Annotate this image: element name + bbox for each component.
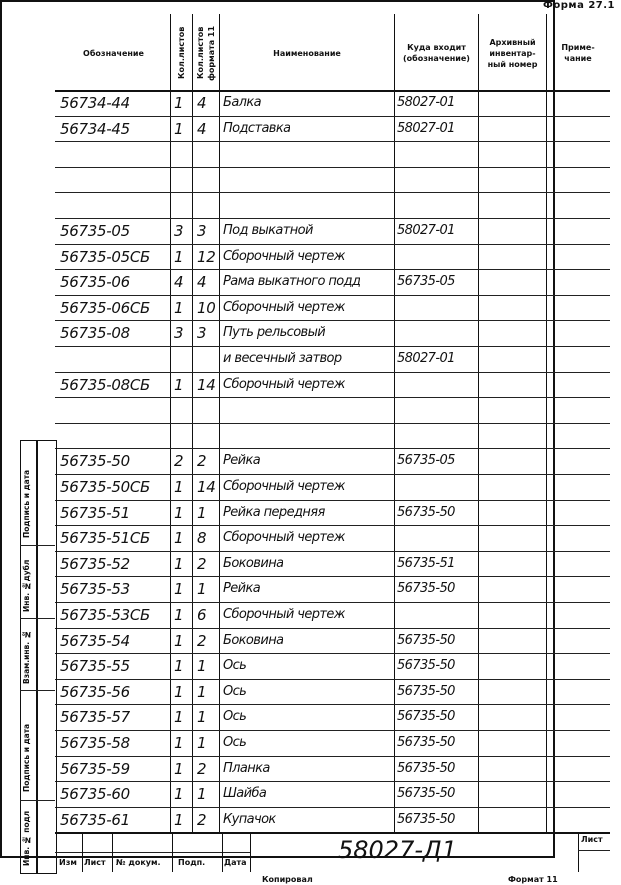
row-sheets: 1 [174, 708, 184, 727]
row-line [55, 295, 610, 296]
row-used-in: 56735-50 [397, 683, 455, 699]
side-label-orig-inv: Инв. № подл [22, 810, 31, 866]
stamp-divider [578, 832, 579, 872]
row-sheets: 1 [174, 785, 184, 804]
row-line [55, 346, 610, 347]
stamp-col-signature: Подп. [178, 858, 206, 867]
stamp-divider [578, 850, 610, 851]
row-sheets: 1 [174, 580, 184, 599]
row-name: Сборочный чертеж [223, 376, 345, 392]
row-format: 12 [197, 247, 216, 266]
row-designation: 56734-45 [60, 119, 130, 138]
row-name: Ось [223, 683, 247, 699]
row-format: 2 [197, 759, 207, 778]
row-line [55, 730, 610, 731]
side-divider [20, 800, 55, 801]
row-sheets: 1 [174, 554, 184, 573]
row-line [55, 372, 610, 373]
row-sheets: 4 [174, 273, 184, 292]
row-designation: 56735-05 [60, 222, 130, 240]
row-line [55, 500, 610, 501]
row-designation: 56735-52 [60, 554, 130, 573]
header-used-in: Куда входит (обозначение) [403, 43, 470, 63]
row-name: Шайба [223, 786, 267, 802]
stamp-col-date: Дата [224, 858, 247, 867]
row-format: 1 [197, 580, 207, 599]
row-designation: 56735-56 [60, 682, 130, 701]
row-name: и весечный затвор [223, 351, 342, 366]
row-used-in: 56735-50 [397, 811, 455, 827]
side-label-dup-inv: Инв. №дубл [22, 559, 31, 612]
form-number: Форма 27.1 [542, 0, 615, 11]
row-format: 2 [197, 810, 207, 829]
row-sheets: 3 [174, 222, 184, 240]
row-line [55, 653, 610, 654]
stamp-mid-line [55, 852, 250, 853]
row-designation: 56735-08СБ [60, 375, 150, 394]
row-sheets: 1 [174, 529, 184, 548]
row-line [55, 192, 610, 193]
row-designation: 56735-57 [60, 708, 130, 727]
row-used-in: 58027-01 [397, 351, 455, 366]
row-sheets: 1 [174, 503, 184, 522]
row-used-in: 56735-50 [397, 786, 455, 802]
stamp-sheet-label: Лист [581, 835, 603, 844]
row-name: Рейка [223, 581, 261, 597]
row-sheets: 1 [174, 478, 184, 496]
row-format: 1 [197, 734, 207, 752]
side-label-sign-date-2: Подпись и дата [22, 723, 31, 792]
row-sheets: 1 [174, 247, 184, 266]
row-designation: 56735-06 [60, 273, 130, 292]
header-sheets-format: Кол.листов формата 11 [196, 25, 216, 81]
row-sheets: 2 [174, 452, 184, 471]
row-sheets: 1 [174, 94, 184, 112]
row-line [55, 167, 610, 168]
row-name: Сборочный чертеж [223, 607, 345, 622]
row-designation: 56734-44 [60, 94, 130, 112]
row-line [55, 423, 610, 424]
row-format: 1 [197, 682, 207, 701]
row-used-in: 58027-01 [397, 95, 455, 110]
row-designation: 56735-60 [60, 785, 130, 804]
row-format: 8 [197, 529, 207, 548]
row-format: 3 [197, 324, 207, 343]
row-format: 10 [197, 298, 216, 317]
row-designation: 56735-50 [60, 452, 130, 471]
row-used-in: 56735-50 [397, 735, 455, 750]
row-name: Путь рельсовый [223, 325, 326, 341]
copied-by-label: Копировал [262, 875, 313, 884]
row-designation: 56735-08 [60, 324, 130, 343]
row-line [55, 90, 610, 92]
row-name: Сборочный чертеж [223, 479, 345, 494]
row-designation: 56735-53СБ [60, 606, 150, 624]
row-used-in: 56735-50 [397, 760, 455, 776]
row-designation: 56735-51СБ [60, 529, 150, 548]
row-format: 1 [197, 785, 207, 804]
row-format: 4 [197, 273, 207, 292]
row-line [55, 704, 610, 705]
row-used-in: 56735-05 [397, 453, 455, 469]
row-sheets: 1 [174, 631, 184, 650]
row-designation: 56735-59 [60, 759, 130, 778]
row-format: 4 [197, 119, 207, 138]
row-line [55, 525, 610, 526]
row-used-in: 56735-51 [397, 555, 455, 571]
row-sheets: 1 [174, 606, 184, 624]
row-sheets: 1 [174, 734, 184, 752]
row-used-in: 56735-05 [397, 274, 455, 290]
row-used-in: 58027-01 [397, 120, 455, 136]
row-line [55, 218, 610, 219]
row-name: Подставка [223, 120, 291, 136]
row-designation: 56735-51 [60, 503, 130, 522]
stamp-divider [222, 832, 223, 872]
row-line [55, 602, 610, 603]
row-designation: 56735-61 [60, 810, 130, 829]
row-designation: 56735-58 [60, 734, 130, 752]
row-format: 1 [197, 503, 207, 522]
row-format: 2 [197, 554, 207, 573]
row-name: Под выкатной [223, 223, 313, 238]
row-line [55, 269, 610, 270]
row-used-in: 56735-50 [397, 632, 455, 648]
row-name: Планка [223, 760, 270, 776]
row-used-in: 56735-50 [397, 504, 455, 520]
row-name: Ось [223, 709, 247, 725]
row-line [55, 116, 610, 117]
stamp-col-doc-number: № докум. [116, 858, 161, 867]
row-used-in: 58027-01 [397, 223, 455, 238]
stamp-top-line [55, 832, 610, 834]
stamp-divider [82, 832, 83, 872]
row-sheets: 3 [174, 324, 184, 343]
row-name: Рейка передняя [223, 504, 325, 520]
row-name: Сборочный чертеж [223, 299, 345, 315]
row-name: Боковина [223, 632, 284, 648]
row-format: 14 [197, 375, 216, 394]
side-label-replace-inv: Взам.инв. № [22, 630, 31, 684]
row-sheets: 1 [174, 759, 184, 778]
row-name: Ось [223, 735, 247, 750]
header-note: Приме- чание [561, 43, 595, 63]
stamp-divider [172, 832, 173, 872]
row-name: Рама выкатного подд [223, 274, 361, 290]
row-name: Рейка [223, 453, 261, 469]
row-line [55, 474, 610, 475]
row-line [55, 756, 610, 757]
row-sheets: 1 [174, 375, 184, 394]
stamp-divider [250, 832, 251, 872]
row-name: Сборочный чертеж [223, 248, 345, 264]
row-used-in: 56735-50 [397, 658, 455, 674]
row-used-in: 56735-50 [397, 709, 455, 725]
row-sheets: 1 [174, 810, 184, 829]
document-code: 58027-Д1 [338, 836, 458, 864]
header-designation: Обозначение [83, 48, 144, 58]
format-label: Формат 11 [508, 875, 558, 884]
stamp-divider [112, 832, 113, 872]
row-designation: 56735-05СБ [60, 247, 150, 266]
side-divider [20, 690, 55, 691]
row-name: Ось [223, 658, 247, 674]
row-format: 14 [197, 478, 216, 496]
row-line [55, 679, 610, 680]
row-designation: 56735-06СБ [60, 298, 150, 317]
stamp-col-change: Изм [59, 858, 77, 867]
row-line [55, 141, 610, 142]
row-format: 1 [197, 708, 207, 727]
side-margin-column-inner [36, 440, 57, 874]
row-line [55, 448, 610, 449]
row-used-in: 56735-50 [397, 581, 455, 597]
row-designation: 56735-53 [60, 580, 130, 599]
row-format: 1 [197, 657, 207, 676]
row-sheets: 1 [174, 119, 184, 138]
row-name: Сборочный чертеж [223, 530, 345, 546]
row-designation: 56735-54 [60, 631, 130, 650]
row-format: 6 [197, 606, 207, 624]
row-line [55, 551, 610, 552]
header-name: Наименование [273, 48, 341, 58]
row-format: 4 [197, 94, 207, 112]
row-designation: 56735-50СБ [60, 478, 150, 496]
row-line [55, 320, 610, 321]
side-divider [20, 618, 55, 619]
row-sheets: 1 [174, 657, 184, 676]
row-format: 2 [197, 631, 207, 650]
row-name: Купачок [223, 811, 276, 827]
row-line [55, 807, 610, 808]
row-format: 3 [197, 222, 207, 240]
row-line [55, 628, 610, 629]
header-sheets-count: Кол.листов [177, 26, 186, 80]
stamp-col-sheet: Лист [84, 858, 106, 867]
row-format: 2 [197, 452, 207, 471]
row-sheets: 1 [174, 298, 184, 317]
row-line [55, 244, 610, 245]
side-label-sign-date-1: Подпись и дата [22, 469, 31, 538]
row-line [55, 576, 610, 577]
side-divider [20, 545, 55, 546]
row-sheets: 1 [174, 682, 184, 701]
row-name: Балка [223, 95, 262, 110]
row-line [55, 781, 610, 782]
header-archive-number: Архивный инвентар- ный номер [487, 37, 538, 69]
row-name: Боковина [223, 555, 284, 571]
row-designation: 56735-55 [60, 657, 130, 676]
row-line [55, 397, 610, 398]
